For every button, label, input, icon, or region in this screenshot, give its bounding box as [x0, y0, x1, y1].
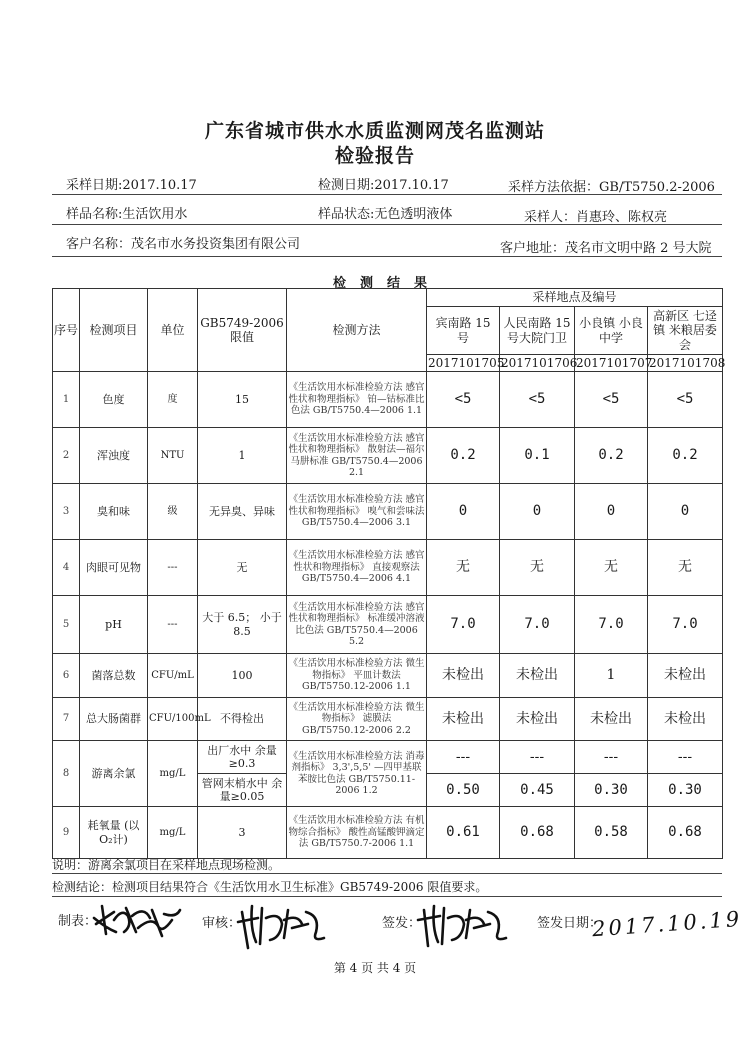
row-value: 7.0: [500, 596, 575, 654]
row-limit: 1: [198, 428, 287, 484]
header-limit: GB5749-2006 限值: [198, 289, 287, 372]
row-method: 《生活饮用水标准检验方法 微生物指标》 滤膜法 GB/T5750.12-2006 2.2: [287, 698, 427, 741]
divider: [52, 873, 722, 874]
row-value: 0.50: [427, 774, 500, 807]
row-value: 未检出: [427, 654, 500, 698]
row-limit: 无异臭、异味: [198, 484, 287, 540]
row-item: 菌落总数: [80, 654, 148, 698]
row-value: 0.2: [427, 428, 500, 484]
row-value: 未检出: [500, 654, 575, 698]
site-code: 2017101708: [649, 355, 726, 370]
row-limit: 15: [198, 372, 287, 428]
row-limit: 大于 6.5； 小于 8.5: [198, 596, 287, 654]
reviewed-signature: [236, 898, 328, 954]
table-row: [53, 596, 723, 654]
remark-note: 说明：游离余氯项目在采样地点现场检测。: [52, 858, 281, 872]
header-item: 检测项目: [80, 289, 148, 372]
table-row: [53, 540, 723, 596]
approved-signature: [416, 898, 508, 950]
table-row: [53, 372, 723, 428]
row-method: 《生活饮用水标准检验方法 感官性状和物理指标》 散射法—福尔马肼标准 GB/T5750.4—2006 2.1: [287, 428, 427, 484]
row-value: 0.58: [575, 807, 648, 859]
row-unit: mg/L: [148, 741, 198, 807]
site-code: 2017101707: [576, 355, 653, 370]
row-limit: 管网末梢水中 余量≥0.05: [198, 774, 287, 807]
row-limit: 无: [198, 540, 287, 596]
table-row: [53, 428, 723, 484]
conclusion-note: 检测结论：检测项目结果符合《生活饮用水卫生标准》GB5749-2006 限值要求。: [52, 880, 488, 894]
site-code: 2017101706: [501, 355, 578, 370]
sample-state: 样品状态:无色透明液体: [318, 207, 453, 222]
prepared-by-label: 制表：: [58, 914, 98, 929]
row-unit: CFU/mL: [148, 654, 198, 698]
row-value: 0.68: [648, 807, 723, 859]
report-doc-title: 检验报告: [334, 145, 415, 167]
row-value: 0: [575, 484, 648, 540]
row-value: <5: [500, 372, 575, 428]
row-unit: 级: [148, 484, 198, 540]
row-item: 色度: [80, 372, 148, 428]
client-address: 客户地址：茂名市文明中路 2 号大院: [500, 241, 712, 256]
row-value: 0: [427, 484, 500, 540]
row-limit: 出厂水中 余量≥0.3: [198, 741, 287, 774]
report-org-title: 广东省城市供水水质监测网茂名监测站: [204, 120, 545, 142]
row-value: ---: [427, 741, 500, 774]
row-value: 未检出: [648, 654, 723, 698]
row-value: 0.2: [648, 428, 723, 484]
row-value: 0.2: [575, 428, 648, 484]
row-value: 未检出: [575, 698, 648, 741]
row-unit: mg/L: [148, 807, 198, 859]
row-value: <5: [575, 372, 648, 428]
row-value: 0.30: [575, 774, 648, 807]
row-seq: 3: [53, 484, 80, 540]
row-item: 游离余氯: [80, 741, 148, 807]
row-method: 《生活饮用水标准检验方法 有机物综合指标》 酸性高锰酸钾滴定法 GB/T5750.7-2006 1.1: [287, 807, 427, 859]
row-value: 0.61: [427, 807, 500, 859]
method-basis: 采样方法依据：GB/T5750.2-2006: [508, 180, 715, 195]
sample-date: 采样日期:2017.10.17: [66, 178, 197, 193]
table-row: [53, 654, 723, 698]
results-table-title: 检测结果: [332, 276, 441, 291]
row-value: 1: [575, 654, 648, 698]
row-seq: 4: [53, 540, 80, 596]
row-seq: 7: [53, 698, 80, 741]
prepared-signature: [92, 898, 184, 942]
header-seq: 序号: [53, 289, 80, 372]
row-method: 《生活饮用水标准检验方法 微生物指标》 平皿计数法 GB/T5750.12-2006 1.1: [287, 654, 427, 698]
test-date: 检测日期:2017.10.17: [318, 178, 449, 193]
row-limit: 不得检出: [198, 698, 287, 741]
row-value: 未检出: [500, 698, 575, 741]
row-value: 无: [500, 540, 575, 596]
row-value: ---: [648, 741, 723, 774]
approved-by-label: 签发：: [382, 916, 422, 931]
row-value: ---: [500, 741, 575, 774]
row-value: 7.0: [575, 596, 648, 654]
row-seq: 9: [53, 807, 80, 859]
row-unit: 度: [148, 372, 198, 428]
row-unit: CFU/100mL: [148, 698, 198, 741]
row-item: pH: [80, 596, 148, 654]
row-unit: ---: [148, 596, 198, 654]
site-name: 人民南路 15 号大院门卫: [500, 307, 575, 355]
row-value: 未检出: [427, 698, 500, 741]
page-number: 第 4 页 共 4 页: [333, 961, 417, 975]
site-code: 2017101705: [428, 355, 505, 370]
row-unit: ---: [148, 540, 198, 596]
sampler: 采样人：肖惠玲、陈权亮: [524, 210, 668, 225]
row-value: 0.45: [500, 774, 575, 807]
row-seq: 6: [53, 654, 80, 698]
row-value: 0.30: [648, 774, 723, 807]
row-method: 《生活饮用水标准检验方法 感官性状和物理指标》 铂—钴标准比色法 GB/T5750.4—2006 1.1: [287, 372, 427, 428]
row-value: 无: [648, 540, 723, 596]
header-method: 检测方法: [287, 289, 427, 372]
row-value: 0: [500, 484, 575, 540]
row-method: 《生活饮用水标准检验方法 感官性状和物理指标》 嗅气和尝味法 GB/T5750.4—2006 3.1: [287, 484, 427, 540]
reviewed-by-label: 审核：: [202, 916, 242, 931]
row-item: 浑浊度: [80, 428, 148, 484]
divider: [52, 896, 722, 897]
row-value: 0: [648, 484, 723, 540]
table-row: [53, 484, 723, 540]
row-value: 无: [575, 540, 648, 596]
row-value: 无: [427, 540, 500, 596]
divider: [52, 224, 722, 225]
divider: [52, 256, 722, 257]
site-name: 小良镇 小良中学: [575, 307, 648, 355]
divider: [52, 194, 722, 195]
row-value: 7.0: [427, 596, 500, 654]
row-value: 0.1: [500, 428, 575, 484]
row-item: 总大肠菌群: [80, 698, 148, 741]
results-table: [52, 288, 726, 859]
row-method: 《生活饮用水标准检验方法 消毒剂指标》 3,3',5,5' —四甲基联苯胺比色法 GB/T5750.11-2006 1.2: [287, 741, 427, 807]
row-value: 未检出: [648, 698, 723, 741]
table-row: [53, 807, 723, 859]
sign-date-label: 签发日期：: [537, 916, 603, 931]
row-method: 《生活饮用水标准检验方法 感官性状和物理指标》 直接观察法 GB/T5750.4—2006 4.1: [287, 540, 427, 596]
row-item: 肉眼可见物: [80, 540, 148, 596]
site-name: 宾南路 15 号: [427, 307, 500, 355]
row-value: <5: [648, 372, 723, 428]
site-name: 高新区 七迳镇 米粮居委会: [648, 307, 723, 355]
header-sites-group: 采样地点及编号: [427, 289, 723, 307]
row-value: ---: [575, 741, 648, 774]
row-limit: 100: [198, 654, 287, 698]
handwritten-sign-date: 2017.10.19: [591, 906, 743, 942]
sample-name: 样品名称:生活饮用水: [66, 207, 188, 222]
row-seq: 2: [53, 428, 80, 484]
row-value: <5: [427, 372, 500, 428]
row-seq: 8: [53, 741, 80, 807]
client-name: 客户名称：茂名市水务投资集团有限公司: [66, 237, 301, 252]
table-row: [53, 698, 723, 741]
header-unit: 单位: [148, 289, 198, 372]
row-seq: 1: [53, 372, 80, 428]
row-value: 7.0: [648, 596, 723, 654]
row-item: 耗氧量 (以O₂计): [80, 807, 148, 859]
row-seq: 5: [53, 596, 80, 654]
row-limit: 3: [198, 807, 287, 859]
table-row: [53, 741, 723, 774]
row-unit: NTU: [148, 428, 198, 484]
row-method: 《生活饮用水标准检验方法 感官性状和物理指标》 标准缓冲溶液比色法 GB/T5750.4—2006 5.2: [287, 596, 427, 654]
row-item: 臭和味: [80, 484, 148, 540]
row-value: 0.68: [500, 807, 575, 859]
